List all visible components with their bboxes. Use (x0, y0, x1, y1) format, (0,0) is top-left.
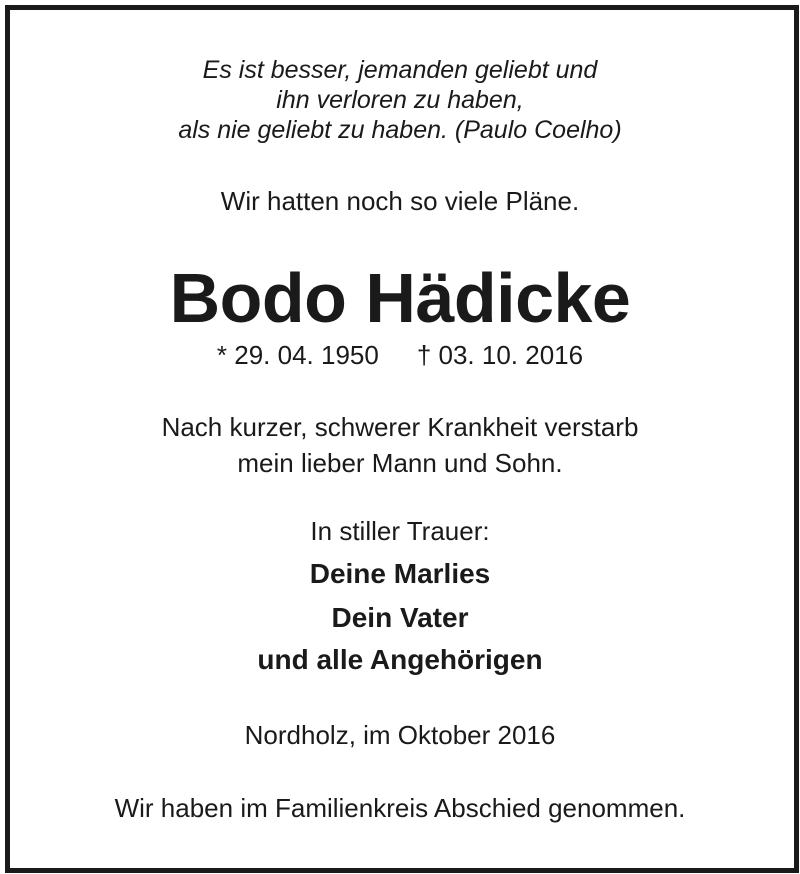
plans-line: Wir hatten noch so viele Pläne. (220, 186, 580, 216)
quote-line-2: ihn verloren zu haben, (276, 86, 524, 114)
quote-line-3: als nie geliebt zu haben. (Paulo Coelho) (178, 116, 622, 144)
mourner-1: Deine Marlies (309, 558, 491, 589)
deceased-name: Bodo Hädicke (169, 259, 631, 337)
closing-line: Wir haben im Familienkreis Abschied genommen. (114, 793, 686, 823)
quote-line-1: Es ist besser, jemanden geliebt und (202, 56, 598, 84)
announcement-line-1: Nach kurzer, schwerer Krankheit verstarb (161, 412, 639, 442)
mourner-3: und alle Angehörigen (257, 644, 543, 675)
mourner-2: Dein Vater (331, 602, 469, 633)
birth-date: * 29. 04. 1950 (216, 340, 379, 370)
announcement-line-2: mein lieber Mann und Sohn. (237, 448, 563, 478)
death-date: † 03. 10. 2016 (416, 340, 584, 370)
life-dates (0, 342, 800, 368)
mourning-intro: In stiller Trauer: (310, 516, 490, 546)
place-date: Nordholz, im Oktober 2016 (244, 720, 556, 750)
